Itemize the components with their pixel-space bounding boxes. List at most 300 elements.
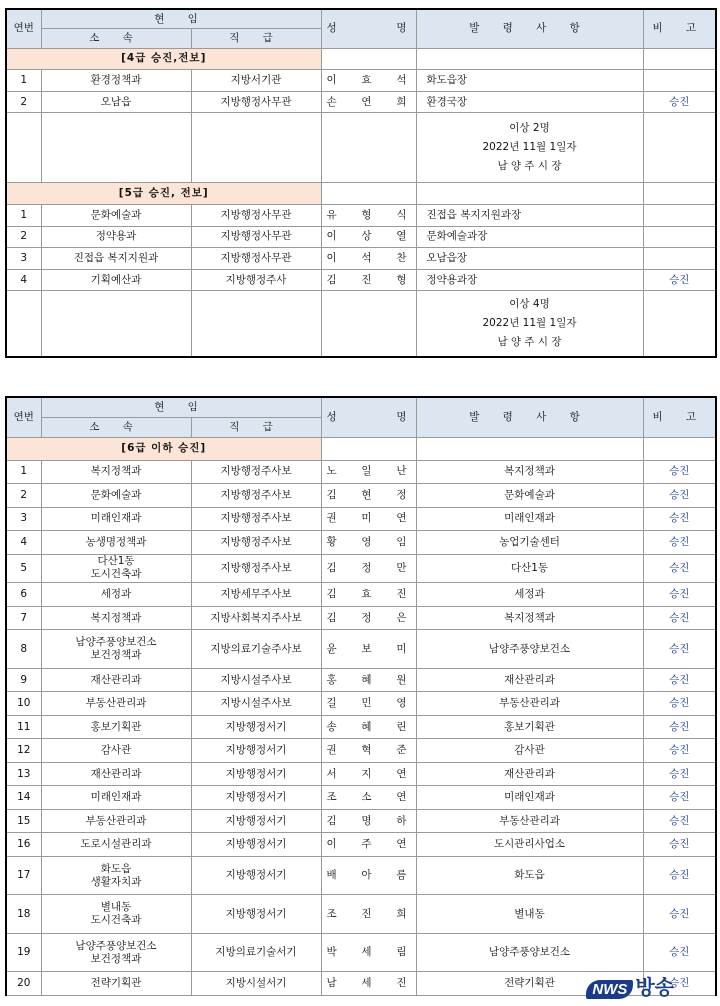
appointment: 화도읍장	[416, 70, 643, 92]
name-char: 진	[361, 907, 372, 920]
person-name	[321, 70, 416, 92]
row-number: 12	[6, 739, 41, 763]
row-number: 5	[6, 554, 41, 583]
table-row	[6, 739, 716, 763]
current-dept: 진접읍 복지지원과	[41, 248, 191, 270]
name-char: 식	[396, 208, 407, 221]
current-rank: 지방행정서기	[191, 786, 321, 810]
table-row	[6, 933, 716, 971]
name-char: 연	[396, 512, 407, 525]
person-name	[321, 933, 416, 971]
appointment: 홍보기획관	[416, 715, 643, 739]
remark: 승진	[643, 856, 716, 894]
remark: 승진	[643, 833, 716, 857]
header-appointment: 발 령 사 항	[416, 9, 643, 48]
person-name	[321, 972, 416, 996]
name-char: 보	[361, 642, 372, 655]
table-row	[6, 460, 716, 484]
name-char: 만	[396, 561, 407, 574]
appointment: 미래인재과	[416, 786, 643, 810]
appointment: 환경국장	[416, 91, 643, 113]
name-char: 진	[396, 588, 407, 601]
name-char: 길	[326, 697, 337, 710]
appointment: 문화예술과장	[416, 226, 643, 248]
current-dept: 세정과	[41, 583, 191, 607]
name-char: 상	[361, 230, 372, 243]
name-char: 림	[396, 946, 407, 959]
remark: 승진	[643, 91, 716, 113]
appointment: 전략기획관	[416, 972, 643, 996]
name-char: 조	[326, 907, 337, 920]
name-char: 효	[361, 74, 372, 86]
name-char: 박	[326, 946, 337, 959]
table-row	[6, 856, 716, 894]
current-dept: 감사관	[41, 739, 191, 763]
table-row	[6, 715, 716, 739]
row-number: 1	[6, 205, 41, 227]
current-rank: 지방행정서기	[191, 739, 321, 763]
appointment-table-2	[5, 396, 717, 996]
row-number: 4	[6, 531, 41, 555]
row-number: 14	[6, 786, 41, 810]
name-char: 열	[396, 230, 407, 243]
header-remark: 비 고	[643, 9, 716, 48]
blank	[643, 113, 716, 183]
name-char: 권	[326, 512, 337, 525]
person-name	[321, 856, 416, 894]
header-dept: 소 속	[41, 417, 191, 437]
person-name	[321, 762, 416, 786]
header-name	[321, 397, 416, 438]
name-char: 권	[326, 744, 337, 757]
current-rank: 지방행정주사보	[191, 507, 321, 531]
person-name	[321, 606, 416, 630]
appointment: 복지정책과	[416, 460, 643, 484]
name-char: 황	[326, 535, 337, 548]
header-appointment: 발 령 사 항	[416, 397, 643, 438]
current-rank: 지방의료기술서기	[191, 933, 321, 971]
header-current: 현 임	[41, 9, 321, 29]
appointment: 감사관	[416, 739, 643, 763]
name-char: 김	[326, 611, 337, 624]
current-dept: 농생명정책과	[41, 531, 191, 555]
section-title: [6급 이하 승진]	[6, 438, 321, 460]
name-char: 조	[326, 791, 337, 804]
current-dept: 문화예술과	[41, 205, 191, 227]
blank	[321, 48, 416, 70]
name-char: 현	[361, 488, 372, 501]
nws-broadcast-logo: NWS 방송	[586, 971, 674, 1000]
appointment: 화도읍	[416, 856, 643, 894]
remark: 승진	[643, 809, 716, 833]
name-char: 유	[326, 208, 337, 221]
table-row	[6, 91, 716, 113]
table-row	[6, 507, 716, 531]
name-char: 난	[396, 465, 407, 478]
footer-signer: 남 양 주 시 장	[497, 336, 562, 349]
header-name-first: 성	[326, 411, 337, 424]
name-char: 하	[396, 814, 407, 827]
appointment: 부동산관리과	[416, 692, 643, 716]
current-dept: 남양주풍양보건소 보건정책과	[41, 933, 191, 971]
name-char: 영	[361, 535, 372, 548]
person-name	[321, 460, 416, 484]
person-name	[321, 531, 416, 555]
row-number: 20	[6, 972, 41, 996]
current-rank: 지방의료기술주사보	[191, 630, 321, 668]
name-char: 연	[396, 838, 407, 851]
remark: 승진	[643, 484, 716, 508]
current-dept: 전략기획관	[41, 972, 191, 996]
current-dept: 부동산관리과	[41, 809, 191, 833]
name-char: 진	[361, 273, 372, 286]
name-char: 원	[396, 673, 407, 686]
row-number: 19	[6, 933, 41, 971]
person-name	[321, 715, 416, 739]
name-char: 손	[326, 95, 337, 108]
signature-block	[416, 291, 643, 357]
name-char: 배	[326, 869, 337, 882]
table-row	[6, 583, 716, 607]
row-number: 3	[6, 507, 41, 531]
person-name	[321, 786, 416, 810]
appointment: 오남읍장	[416, 248, 643, 270]
table-row	[6, 248, 716, 270]
name-char: 석	[361, 252, 372, 265]
name-char: 진	[396, 977, 407, 990]
remark: 승진	[643, 933, 716, 971]
name-char: 정	[396, 488, 407, 501]
name-char: 연	[396, 767, 407, 780]
current-rank: 지방행정서기	[191, 762, 321, 786]
row-number: 3	[6, 248, 41, 270]
current-dept: 기획예산과	[41, 269, 191, 291]
table-row	[6, 809, 716, 833]
table-row	[6, 630, 716, 668]
table-row	[6, 554, 716, 583]
footer-date: 2022년 11월 1일자	[482, 317, 577, 330]
name-char: 형	[361, 208, 372, 221]
section-title: [4급 승진,전보]	[6, 48, 321, 70]
blank	[643, 183, 716, 205]
table-row	[6, 205, 716, 227]
name-char: 주	[361, 838, 372, 851]
blank	[41, 113, 191, 183]
name-char: 형	[396, 273, 407, 286]
appointment: 농업기술센터	[416, 531, 643, 555]
person-name	[321, 692, 416, 716]
current-dept: 도로시설관리과	[41, 833, 191, 857]
current-dept: 환경정책과	[41, 70, 191, 92]
person-name	[321, 226, 416, 248]
name-char: 남	[326, 977, 337, 990]
header-rank: 직 급	[191, 417, 321, 437]
remark	[643, 70, 716, 92]
current-rank: 지방시설주사보	[191, 692, 321, 716]
appointment: 진접읍 복지지원과장	[416, 205, 643, 227]
name-char: 김	[326, 814, 337, 827]
current-rank: 지방사회복지주사보	[191, 606, 321, 630]
remark: 승진	[643, 692, 716, 716]
remark	[643, 226, 716, 248]
blank	[321, 113, 416, 183]
remark: 승진	[643, 554, 716, 583]
row-number: 1	[6, 460, 41, 484]
name-char: 명	[361, 814, 372, 827]
current-rank: 지방행정서기	[191, 856, 321, 894]
blank	[643, 291, 716, 357]
header-rank: 직 급	[191, 29, 321, 49]
name-char: 김	[326, 588, 337, 601]
name-char: 혁	[361, 744, 372, 757]
appointment-table-1	[5, 8, 717, 358]
current-rank: 지방행정서기	[191, 809, 321, 833]
row-number: 15	[6, 809, 41, 833]
row-number: 16	[6, 833, 41, 857]
appointment: 다산1동	[416, 554, 643, 583]
name-char: 은	[396, 611, 407, 624]
blank	[6, 113, 41, 183]
blank	[643, 438, 716, 460]
name-char: 홍	[326, 673, 337, 686]
name-char: 미	[396, 642, 407, 655]
table-row	[6, 692, 716, 716]
appointment: 도시관리사업소	[416, 833, 643, 857]
person-name	[321, 554, 416, 583]
person-name	[321, 484, 416, 508]
name-char: 린	[396, 720, 407, 733]
person-name	[321, 895, 416, 933]
header-name-last: 명	[396, 22, 407, 35]
table-row	[6, 762, 716, 786]
table-row	[6, 269, 716, 291]
appointment: 별내동	[416, 895, 643, 933]
current-rank: 지방행정서기	[191, 833, 321, 857]
blank	[6, 291, 41, 357]
name-char: 임	[396, 535, 407, 548]
current-rank: 지방행정주사보	[191, 484, 321, 508]
current-dept: 복지정책과	[41, 460, 191, 484]
person-name	[321, 630, 416, 668]
current-rank: 지방행정서기	[191, 895, 321, 933]
table-row	[6, 668, 716, 692]
header-name-last: 명	[396, 411, 407, 424]
current-rank: 지방행정주사보	[191, 531, 321, 555]
current-dept: 화도읍 생활자치과	[41, 856, 191, 894]
appointment: 세정과	[416, 583, 643, 607]
blank	[191, 113, 321, 183]
remark: 승진	[643, 460, 716, 484]
header-remark: 비 고	[643, 397, 716, 438]
name-char: 희	[396, 907, 407, 920]
row-number: 13	[6, 762, 41, 786]
current-rank: 지방시설서기	[191, 972, 321, 996]
name-char: 김	[326, 273, 337, 286]
person-name	[321, 248, 416, 270]
name-char: 송	[326, 720, 337, 733]
remark: 승진	[643, 583, 716, 607]
current-rank: 지방행정주사	[191, 269, 321, 291]
remark: 승진	[643, 531, 716, 555]
current-rank: 지방행정사무관	[191, 248, 321, 270]
current-dept: 별내동 도시건축과	[41, 895, 191, 933]
blank	[416, 438, 643, 460]
name-char: 혜	[361, 720, 372, 733]
name-char: 김	[326, 488, 337, 501]
header-name-first: 성	[326, 22, 337, 35]
current-rank: 지방행정주사보	[191, 554, 321, 583]
row-number: 6	[6, 583, 41, 607]
person-name	[321, 269, 416, 291]
current-dept: 복지정책과	[41, 606, 191, 630]
remark	[643, 248, 716, 270]
name-char: 서	[326, 767, 337, 780]
row-number: 17	[6, 856, 41, 894]
person-name	[321, 809, 416, 833]
appointment: 문화예술과	[416, 484, 643, 508]
name-char: 노	[326, 465, 337, 478]
current-dept: 문화예술과	[41, 484, 191, 508]
remark: 승진	[643, 739, 716, 763]
table-row	[6, 70, 716, 92]
person-name	[321, 205, 416, 227]
appointment: 복지정책과	[416, 606, 643, 630]
name-char: 준	[396, 744, 407, 757]
current-dept: 남양주풍양보건소 보건정책과	[41, 630, 191, 668]
remark: 승진	[643, 895, 716, 933]
name-char: 미	[361, 512, 372, 525]
remark: 승진	[643, 507, 716, 531]
current-dept: 부동산관리과	[41, 692, 191, 716]
row-number: 11	[6, 715, 41, 739]
table-row	[6, 606, 716, 630]
current-rank: 지방행정주사보	[191, 460, 321, 484]
appointment: 재산관리과	[416, 668, 643, 692]
current-dept: 재산관리과	[41, 762, 191, 786]
name-char: 민	[361, 697, 372, 710]
name-char: 일	[361, 465, 372, 478]
current-rank: 지방행정서기	[191, 715, 321, 739]
remark: 승진	[643, 630, 716, 668]
name-char: 정	[361, 611, 372, 624]
current-rank: 지방세무주사보	[191, 583, 321, 607]
header-no: 연번	[6, 397, 41, 438]
header-dept: 소 속	[41, 29, 191, 49]
blank	[321, 438, 416, 460]
name-char: 이	[326, 838, 337, 851]
name-char: 연	[361, 95, 372, 108]
person-name	[321, 739, 416, 763]
row-number: 2	[6, 91, 41, 113]
blank	[191, 291, 321, 357]
table-row	[6, 226, 716, 248]
remark: 승진	[643, 668, 716, 692]
remark: 승진	[643, 269, 716, 291]
remark: 승진	[643, 606, 716, 630]
row-number: 18	[6, 895, 41, 933]
footer-line: 이상 4명	[509, 298, 550, 311]
name-char: 아	[361, 869, 372, 882]
current-dept: 정약용과	[41, 226, 191, 248]
appointment: 남양주풍양보건소	[416, 933, 643, 971]
name-char: 김	[326, 561, 337, 574]
table-row	[6, 531, 716, 555]
current-rank: 지방서기관	[191, 70, 321, 92]
name-char: 정	[361, 561, 372, 574]
name-char: 석	[396, 74, 407, 86]
row-number: 1	[6, 70, 41, 92]
blank	[321, 291, 416, 357]
name-char: 이	[326, 230, 337, 243]
current-dept: 미래인재과	[41, 507, 191, 531]
appointment: 정약용과장	[416, 269, 643, 291]
current-rank: 지방행정사무관	[191, 226, 321, 248]
row-number: 9	[6, 668, 41, 692]
table-row	[6, 786, 716, 810]
row-number: 2	[6, 484, 41, 508]
footer-signer: 남 양 주 시 장	[497, 160, 562, 173]
remark	[643, 205, 716, 227]
current-dept: 오남읍	[41, 91, 191, 113]
person-name	[321, 668, 416, 692]
row-number: 4	[6, 269, 41, 291]
appointment: 미래인재과	[416, 507, 643, 531]
row-number: 10	[6, 692, 41, 716]
person-name	[321, 91, 416, 113]
header-no: 연번	[6, 9, 41, 48]
name-char: 이	[326, 74, 337, 86]
current-rank: 지방행정사무관	[191, 205, 321, 227]
header-name	[321, 9, 416, 48]
blank	[643, 48, 716, 70]
name-char: 이	[326, 252, 337, 265]
name-char: 세	[361, 977, 372, 990]
name-char: 윤	[326, 642, 337, 655]
appointment: 부동산관리과	[416, 809, 643, 833]
current-dept: 미래인재과	[41, 786, 191, 810]
appointment: 남양주풍양보건소	[416, 630, 643, 668]
current-rank: 지방행정사무관	[191, 91, 321, 113]
footer-date: 2022년 11월 1일자	[482, 141, 577, 154]
person-name	[321, 507, 416, 531]
footer-line: 이상 2명	[509, 122, 550, 135]
name-char: 희	[396, 95, 407, 108]
row-number: 8	[6, 630, 41, 668]
blank	[416, 48, 643, 70]
name-char: 찬	[396, 252, 407, 265]
table-row	[6, 895, 716, 933]
current-rank: 지방시설주사보	[191, 668, 321, 692]
appointment: 재산관리과	[416, 762, 643, 786]
name-char: 혜	[361, 673, 372, 686]
table-row	[6, 484, 716, 508]
blank	[416, 183, 643, 205]
current-dept: 재산관리과	[41, 668, 191, 692]
name-char: 효	[361, 588, 372, 601]
name-char: 소	[361, 791, 372, 804]
row-number: 2	[6, 226, 41, 248]
remark: 승진	[643, 715, 716, 739]
current-dept: 홍보기획관	[41, 715, 191, 739]
name-char: 연	[396, 791, 407, 804]
name-char: 지	[361, 767, 372, 780]
section-title: [5급 승진, 전보]	[6, 183, 321, 205]
blank	[321, 183, 416, 205]
person-name	[321, 583, 416, 607]
name-char: 름	[396, 869, 407, 882]
remark: 승진	[643, 972, 716, 996]
current-dept: 다산1동 도시건축과	[41, 554, 191, 583]
